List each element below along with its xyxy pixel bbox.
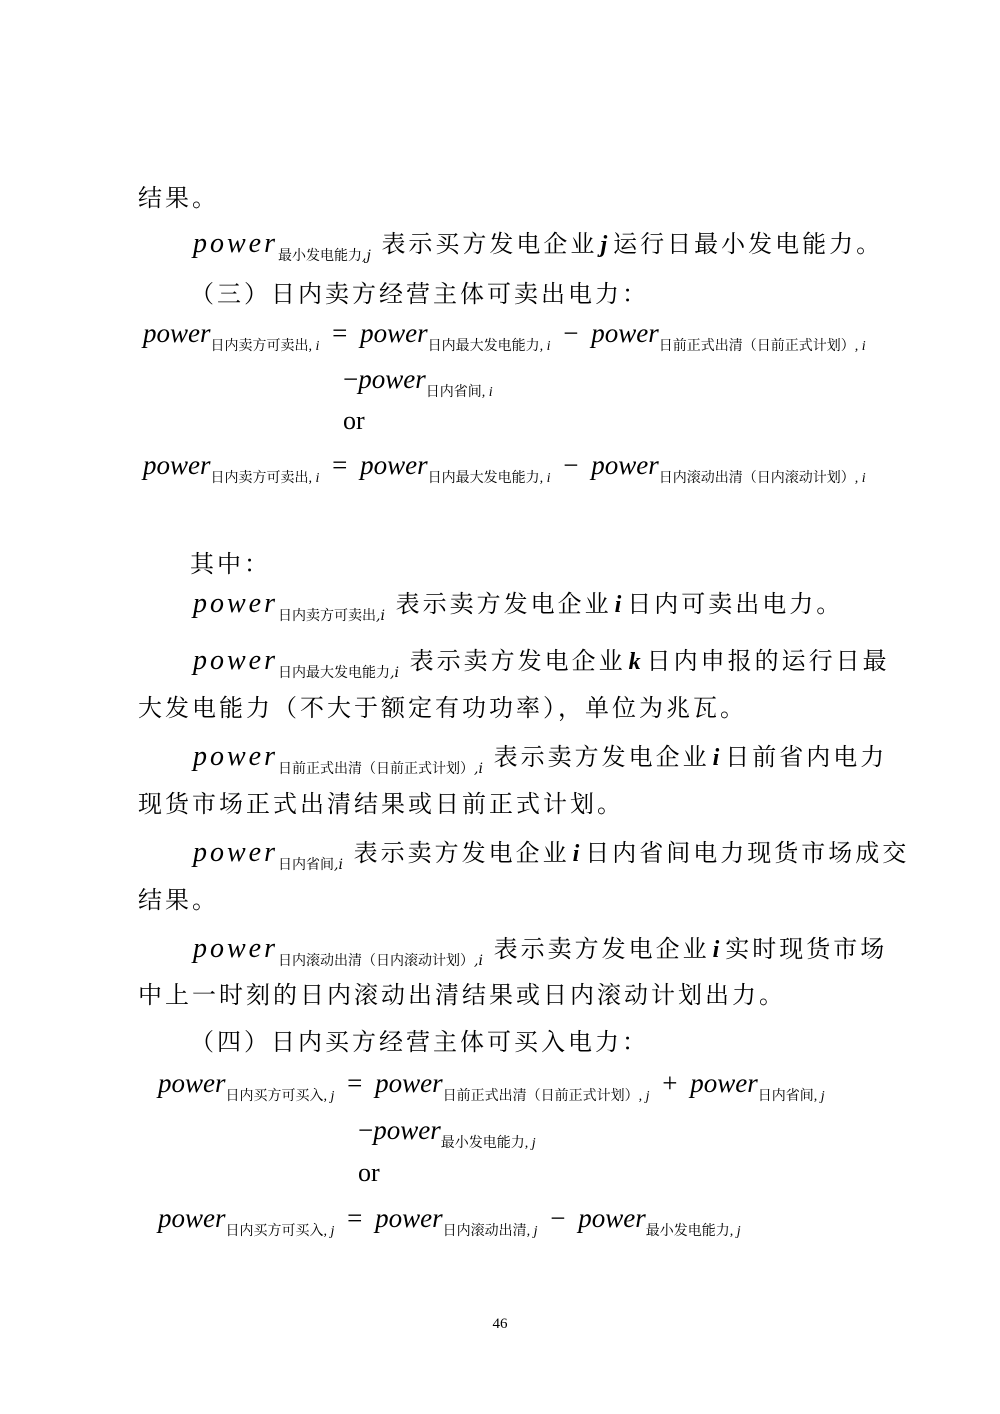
subscript: 日内省间 <box>757 1089 814 1104</box>
definition-min-power <box>193 230 883 263</box>
definition-text-2: 日前省内电力 <box>725 743 888 771</box>
definition-rolling-clearing <box>193 935 887 968</box>
power-symbol: power <box>360 450 428 480</box>
definition-inter-provincial <box>193 839 909 872</box>
power-symbol: power <box>143 318 211 348</box>
subscript-index: ,i <box>376 608 385 624</box>
equation-sell-2 <box>143 452 866 486</box>
minus-sign: − <box>343 364 359 394</box>
definition-text-2: 运行日最小发电能力。 <box>613 230 884 258</box>
equals-sign: = <box>347 1068 363 1098</box>
definition-max-power <box>193 647 890 680</box>
where-label: 其中： <box>190 550 271 578</box>
variable: i <box>614 592 625 618</box>
definition-text-2: 日内省间电力现货市场成交 <box>585 839 910 867</box>
definition-sellable-power <box>193 590 843 623</box>
subscript-index: ,j <box>362 248 371 264</box>
definition-inter-provincial-continued: 结果。 <box>138 886 219 914</box>
definition-rolling-clearing-continued: 中上一时刻的日内滚动出清结果或日内滚动计划出力。 <box>138 981 786 1009</box>
subscript-index: , i <box>539 471 551 486</box>
definition-text: 表示卖方发电企业 <box>493 743 710 771</box>
subscript: 日内卖方可卖出 <box>210 471 309 486</box>
subscript: 日内卖方可卖出 <box>278 608 376 624</box>
subscript: 日前正式出清（日前正式计划） <box>278 761 474 777</box>
definition-max-power-continued: 大发电能力（不大于额定有功功率），单位为兆瓦。 <box>138 694 747 722</box>
variable: i <box>572 841 583 867</box>
subscript-index: ,i <box>474 761 483 777</box>
subscript: 日内省间 <box>278 857 334 873</box>
subscript: 最小发电能力 <box>440 1136 525 1151</box>
subscript-index: , j <box>323 1089 335 1104</box>
power-symbol: power <box>375 1203 443 1233</box>
subscript-index: , i <box>854 339 866 354</box>
power-symbol: power <box>193 228 278 259</box>
minus-sign: − <box>550 1203 566 1233</box>
variable: k <box>628 649 644 675</box>
subscript: 日内省间 <box>425 385 482 400</box>
equals-sign: = <box>332 450 348 480</box>
equals-sign: = <box>347 1203 363 1233</box>
subscript: 日前正式出清（日前正式计划） <box>442 1089 639 1104</box>
definition-text: 表示买方发电企业 <box>381 230 598 258</box>
subscript-index: , j <box>524 1136 536 1151</box>
subscript: 日内买方可买入 <box>225 1089 324 1104</box>
subscript: 日内买方可买入 <box>225 1224 324 1239</box>
subscript-index: , i <box>308 339 320 354</box>
power-symbol: power <box>358 364 426 394</box>
subscript-index: ,i <box>334 857 343 873</box>
section-heading-3: （三）日内卖方经营主体可卖出电力： <box>190 280 649 308</box>
power-symbol: power <box>158 1203 226 1233</box>
definition-text: 表示卖方发电企业 <box>353 839 570 867</box>
power-symbol: power <box>591 318 659 348</box>
power-symbol: power <box>158 1068 226 1098</box>
subscript-index: ,i <box>474 953 483 969</box>
subscript: 日内最大发电能力 <box>427 471 540 486</box>
power-symbol: power <box>373 1115 441 1145</box>
equation-buy-2 <box>158 1205 741 1239</box>
subscript-index: , i <box>539 339 551 354</box>
definition-text-2: 实时现货市场 <box>725 935 888 963</box>
subscript-index: , j <box>729 1224 741 1239</box>
power-symbol: power <box>591 450 659 480</box>
variable: i <box>712 745 723 771</box>
subscript: 日内卖方可卖出 <box>210 339 309 354</box>
power-symbol: power <box>690 1068 758 1098</box>
section-heading-4: （四）日内买方经营主体可买入电力： <box>190 1028 649 1056</box>
power-symbol: power <box>143 450 211 480</box>
subscript: 最小发电能力 <box>645 1224 730 1239</box>
subscript: 日内最大发电能力 <box>427 339 540 354</box>
power-symbol: power <box>578 1203 646 1233</box>
subscript: 日内最大发电能力 <box>278 665 390 681</box>
definition-text: 表示卖方发电企业 <box>409 647 626 675</box>
power-symbol: power <box>193 741 278 772</box>
subscript-index: , j <box>813 1089 825 1104</box>
minus-sign: − <box>358 1115 374 1145</box>
paragraph-continuation: 结果。 <box>138 184 219 212</box>
definition-text: 表示卖方发电企业 <box>395 590 612 618</box>
definition-text-2: 日内申报的运行日最 <box>646 647 890 675</box>
definition-text: 表示卖方发电企业 <box>493 935 710 963</box>
definition-day-ahead-clearing <box>193 743 887 776</box>
subscript-index: ,i <box>390 665 399 681</box>
subscript: 日前正式出清（日前正式计划） <box>658 339 855 354</box>
subscript-index: , j <box>323 1224 335 1239</box>
or-separator: or <box>343 406 365 435</box>
subscript-index: , i <box>481 385 493 400</box>
definition-text-2: 日内可卖出电力。 <box>627 590 844 618</box>
subscript-index: , i <box>308 471 320 486</box>
subscript: 日内滚动出清 <box>442 1224 527 1239</box>
subscript-index: , i <box>854 471 866 486</box>
power-symbol: power <box>193 588 278 619</box>
subscript-index: , j <box>526 1224 538 1239</box>
subscript: 日内滚动出清（日内滚动计划） <box>278 953 474 969</box>
power-symbol: power <box>360 318 428 348</box>
power-symbol: power <box>193 933 278 964</box>
definition-day-ahead-clearing-continued: 现货市场正式出清结果或日前正式计划。 <box>138 790 624 818</box>
equals-sign: = <box>332 318 348 348</box>
page-number: 46 <box>492 1316 508 1332</box>
or-separator: or <box>358 1158 380 1187</box>
subscript: 日内滚动出清（日内滚动计划） <box>658 471 855 486</box>
power-symbol: power <box>375 1068 443 1098</box>
minus-sign: − <box>563 318 579 348</box>
power-symbol: power <box>193 837 278 868</box>
equation-sell-1-continued <box>343 366 493 400</box>
minus-sign: − <box>563 450 579 480</box>
subscript-index: , j <box>638 1089 650 1104</box>
variable: j <box>600 232 611 258</box>
plus-sign: + <box>662 1068 678 1098</box>
power-symbol: power <box>193 645 278 676</box>
subscript: 最小发电能力 <box>278 248 362 264</box>
equation-buy-1 <box>158 1070 825 1104</box>
variable: i <box>712 937 723 963</box>
equation-buy-1-continued <box>358 1117 536 1151</box>
equation-sell-1 <box>143 320 866 354</box>
